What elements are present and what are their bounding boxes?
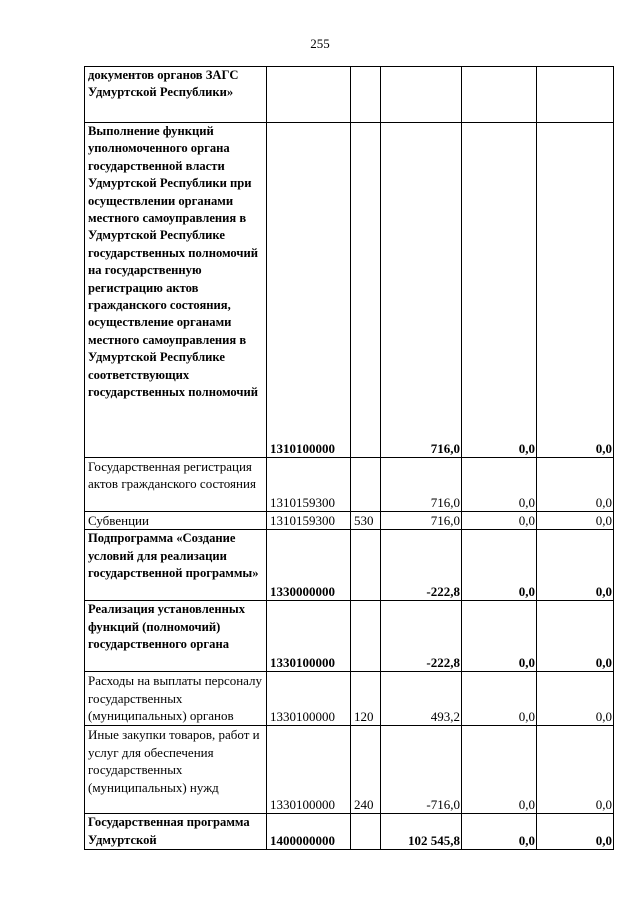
amount-cell: 0,0 [462,512,537,530]
amount-cell: 493,2 [381,672,462,726]
expense-type-cell: 530 [351,512,381,530]
row-name-cell: Государственная программа Удмуртской [85,814,267,850]
target-article-cell: 1310100000 [267,123,351,458]
amount-cell [381,67,462,123]
table-row [85,726,614,814]
table-row [85,67,614,123]
table-row [85,601,614,672]
target-article-cell: 1330100000 [267,672,351,726]
amount-cell: -716,0 [381,726,462,814]
amount-cell: 716,0 [381,458,462,512]
row-name-cell: Иные закупки товаров, работ и услуг для обеспечения государственных (муниципальных) нужд [85,726,267,814]
target-article-cell: 1310159300 [267,512,351,530]
table-row [85,814,614,850]
amount-cell: 0,0 [537,601,614,672]
target-article-cell: 1310159300 [267,458,351,512]
expense-type-cell [351,458,381,512]
amount-cell: 716,0 [381,512,462,530]
row-name-cell: Расходы на выплаты персоналу государственных (муниципальных) органов [85,672,267,726]
page-number: 255 [310,36,330,51]
expense-type-cell: 240 [351,726,381,814]
expense-type-cell [351,123,381,458]
amount-cell: 0,0 [537,123,614,458]
expense-type-cell: 120 [351,672,381,726]
budget-table [84,66,614,850]
expense-type-cell [351,67,381,123]
target-article-cell: 1330100000 [267,726,351,814]
amount-cell [462,67,537,123]
target-article-cell: 1400000000 [267,814,351,850]
amount-cell: 102 545,8 [381,814,462,850]
table-row [85,458,614,512]
amount-cell: 0,0 [537,726,614,814]
amount-cell: 0,0 [537,672,614,726]
expense-type-cell [351,814,381,850]
row-name-cell: Реализация установленных функций (полномочий) государственного органа [85,601,267,672]
amount-cell: 0,0 [537,814,614,850]
amount-cell: 0,0 [462,123,537,458]
amount-cell: -222,8 [381,530,462,601]
table-row [85,512,614,530]
row-name-cell: Подпрограмма «Создание условий для реализации государственной программы» [85,530,267,601]
amount-cell: 0,0 [462,726,537,814]
amount-cell: 0,0 [537,530,614,601]
amount-cell: 0,0 [537,512,614,530]
row-name-cell: документов органов ЗАГС Удмуртской Республики» [85,67,267,123]
target-article-cell: 1330000000 [267,530,351,601]
amount-cell: 716,0 [381,123,462,458]
amount-cell: 0,0 [462,814,537,850]
target-article-cell [267,67,351,123]
amount-cell: 0,0 [462,672,537,726]
table-row [85,672,614,726]
table-row [85,530,614,601]
row-name-cell: Государственная регистрация актов гражданского состояния [85,458,267,512]
amount-cell: 0,0 [462,458,537,512]
row-name-cell: Субвенции [85,512,267,530]
amount-cell [537,67,614,123]
amount-cell: -222,8 [381,601,462,672]
table-row [85,123,614,458]
expense-type-cell [351,601,381,672]
amount-cell: 0,0 [537,458,614,512]
row-name-cell: Выполнение функций уполномоченного органа государственной власти Удмуртской Республики при осуществлении органами местного самоуправления в Удмуртской Республике государственных полномочий на государственную регистрацию актов гражданского состояния, осуществление органами местного самоуправления в Удмуртской Республике соответствующих государственных полномочий [85,123,267,458]
amount-cell: 0,0 [462,530,537,601]
target-article-cell: 1330100000 [267,601,351,672]
amount-cell: 0,0 [462,601,537,672]
expense-type-cell [351,530,381,601]
